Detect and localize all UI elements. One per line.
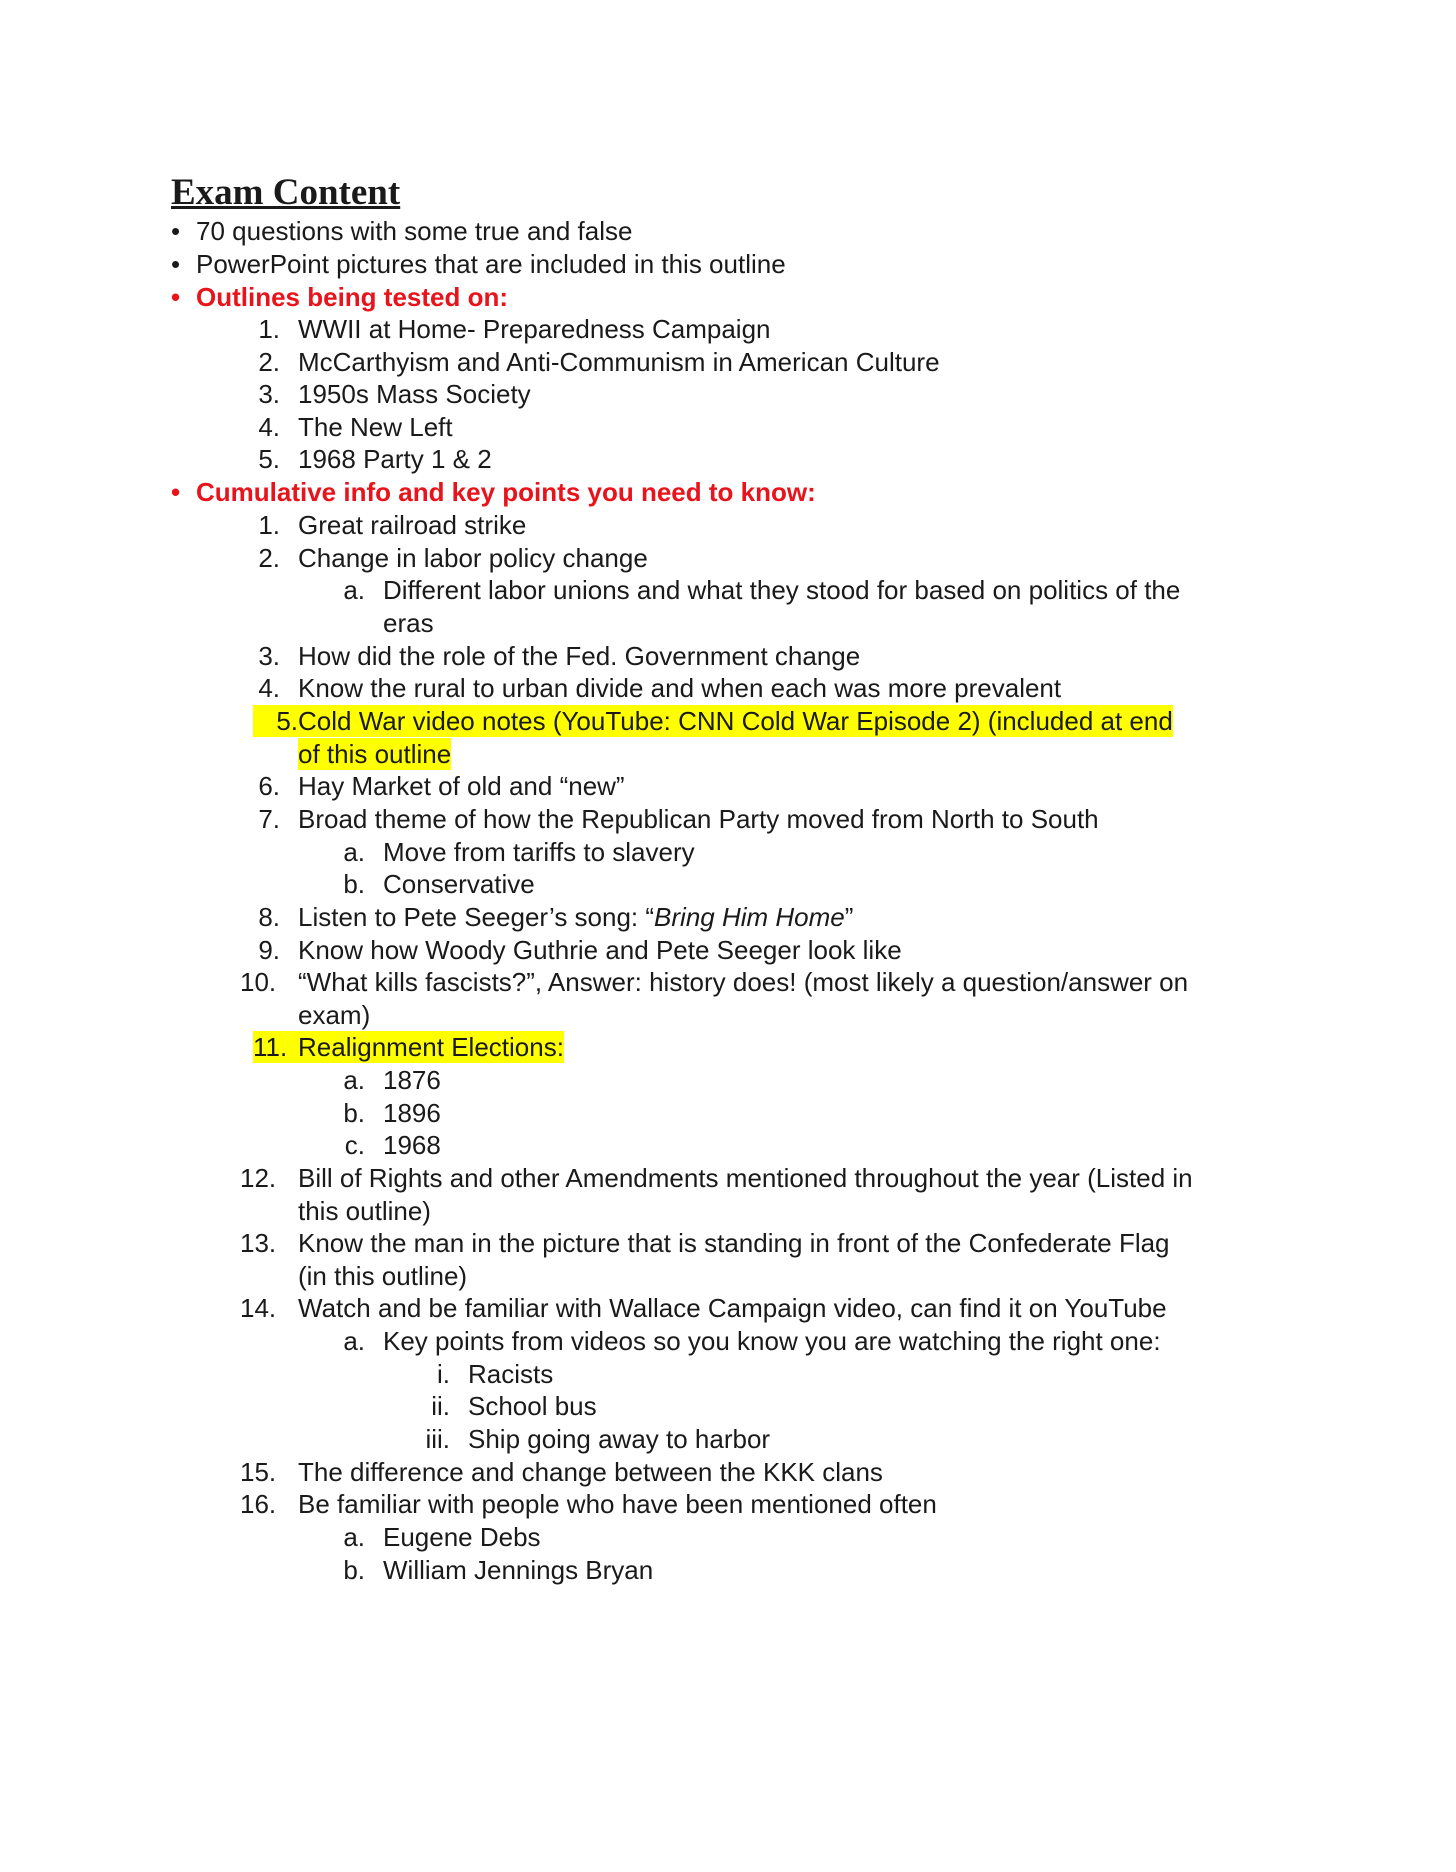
document-page: Exam Content • 70 questions with some true and false • PowerPoint pictures that are included in this outline • Outlines being tested on: 1. WWII at Home- Preparedness Campaign 2. McCarthyism and Anti-Communism in American Culture 3. 1950s Mass Society 4. The New Left 5. 1968 Party 1 & 2 • Cumulative info and key points you need to know: 1. Great railroad strike 2. Change in labor policy change a. Different labor unions and what they stood for based on politics of the eras 3. How did the role of the Fed. Government change 4. Know the rural to urban divide and when each was more prevalent 5. Cold War video notes (YouTube: CNN Cold War Episode 2) (included at end of this outline 6. Hay Market of old and “new” 7. Broad theme of how the Republican Party moved from North to South a. Move from tariffs to slavery b. Conservative 8. Listen to Pete Seeger’s song: “Bring Him Home” 9. Know how Woody Guthrie and Pete Seeger look like 10. “What kills fascists?”, Answer: history does! (most likely a question/answer on exam) 11. Realignment Elections: a. 1876 b. 1896 c. 1968 12. Bill of Rights and other Amendments mentioned throughout the year (Listed in this outline) 13. Know the man in the picture that is standing in front of the Confederate Flag (in this outline) 14. Watch and be familiar with Wallace Campaign video, can find it on YouTube a. Key points from videos so you know you are watching the right one: i. Racists ii. School bus iii. Ship going away to harbor 15. The difference and change between the KKK clans 16. Be familiar with people who have been mentioned often a. Eugene Debs b. William Jennings Bryan: [171, 172, 1193, 1585]
bullet-marker: •: [171, 477, 181, 507]
song-title: Bring Him Home: [654, 902, 845, 932]
bullet-marker: •: [171, 282, 181, 312]
bullet-marker: •: [171, 216, 181, 246]
bullet-marker: •: [171, 249, 181, 279]
page-title: Exam Content: [171, 172, 401, 213]
